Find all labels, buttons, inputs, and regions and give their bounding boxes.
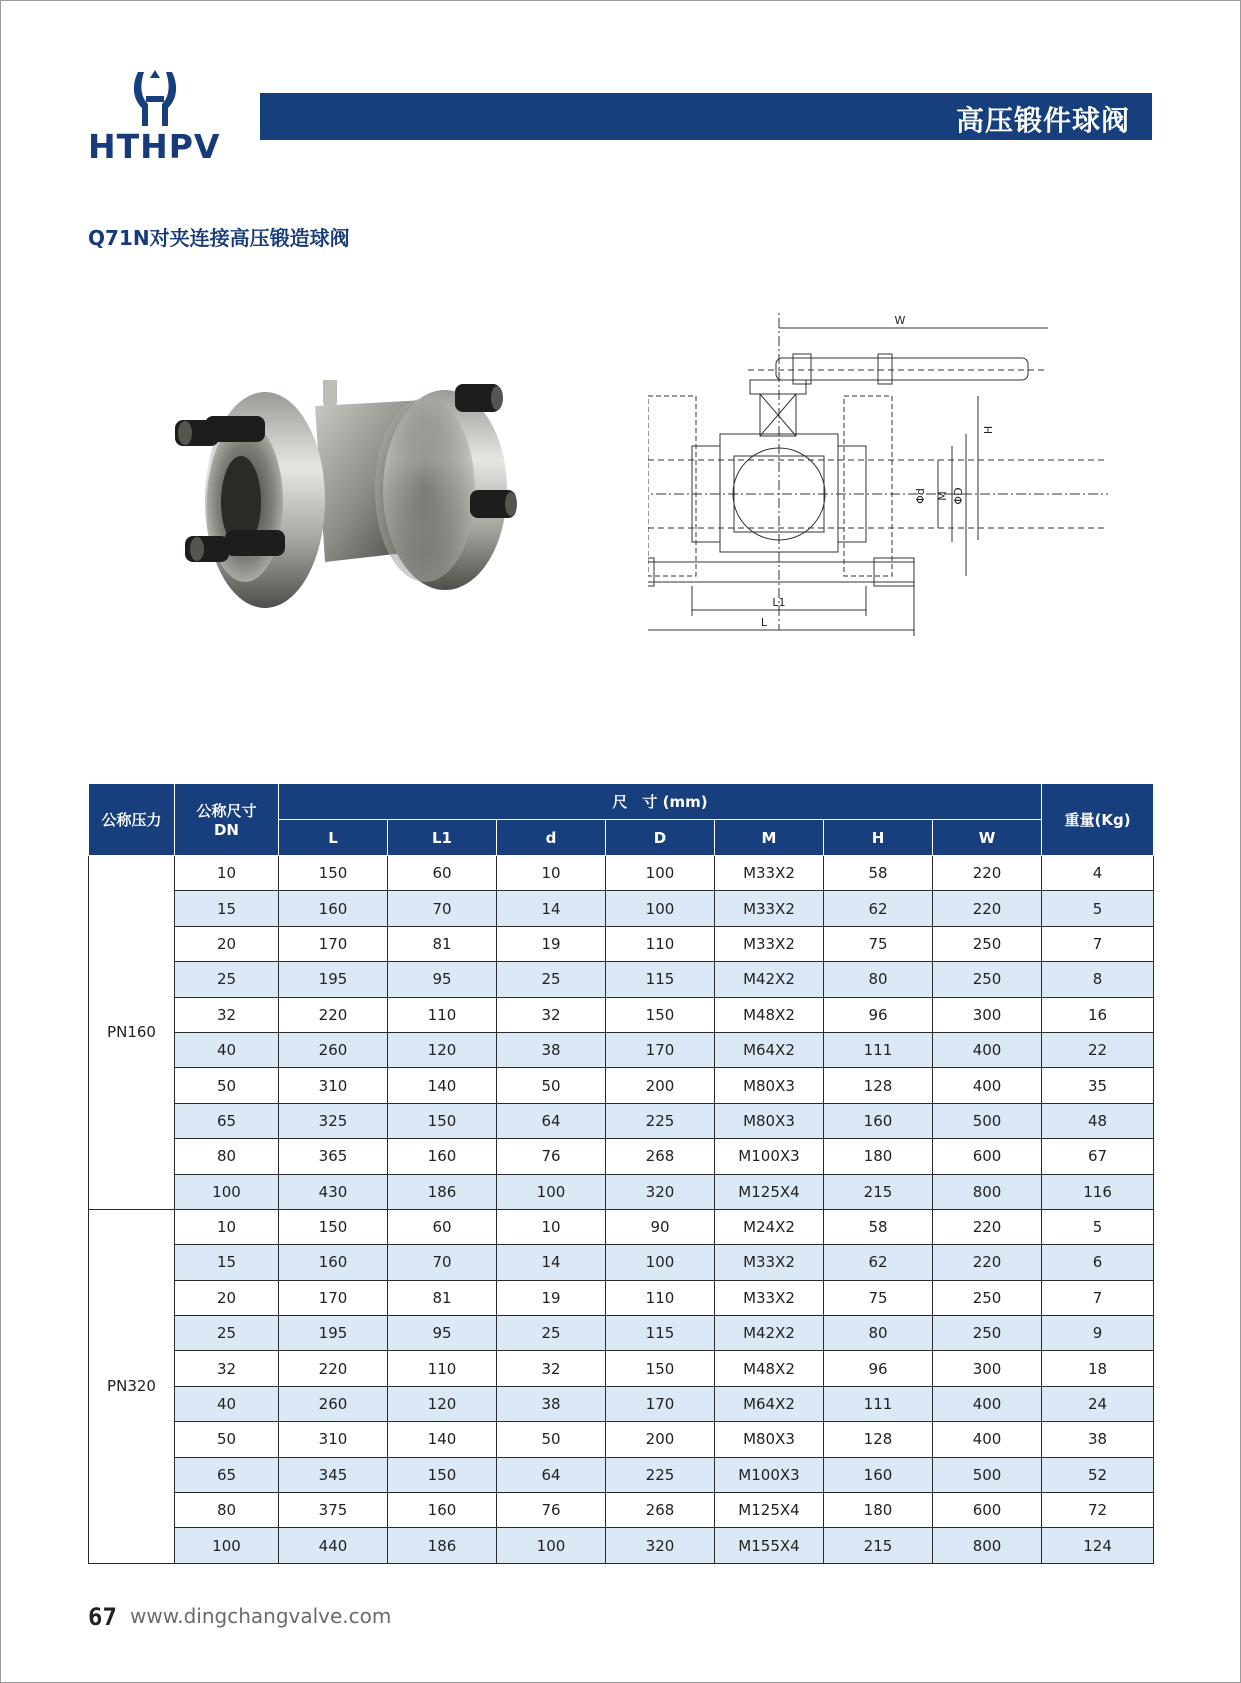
pressure-cell: PN320 (89, 1209, 175, 1563)
table-row (89, 1068, 1154, 1103)
cell-m: M155X4 (715, 1528, 824, 1563)
dim-label-m: M (936, 491, 949, 501)
cell-d: 100 (606, 891, 715, 926)
dim-label-w: W (894, 314, 906, 327)
cell-dn: 25 (175, 962, 279, 997)
cell-l: 440 (279, 1528, 388, 1563)
page-number: 67 (88, 1603, 117, 1631)
cell-d: 32 (497, 1351, 606, 1386)
cell-l: 325 (279, 1103, 388, 1138)
cell-h: 128 (824, 1422, 933, 1457)
cell-w: 220 (933, 1209, 1042, 1244)
cell-m: M42X2 (715, 962, 824, 997)
cell-l: 310 (279, 1068, 388, 1103)
table-row (89, 891, 1154, 926)
cell-h: 215 (824, 1528, 933, 1563)
cell-l1: 70 (388, 891, 497, 926)
cell-l: 160 (279, 1245, 388, 1280)
table-row (89, 1422, 1154, 1457)
header-size (175, 784, 279, 856)
website-url: www.dingchangvalve.com (130, 1604, 392, 1628)
cell-h: 80 (824, 962, 933, 997)
cell-w: 250 (933, 962, 1042, 997)
cell-d: 64 (497, 1103, 606, 1138)
cell-h: 75 (824, 1280, 933, 1315)
cell-dn: 100 (175, 1174, 279, 1209)
cell-w: 600 (933, 1139, 1042, 1174)
cell-d: 110 (606, 926, 715, 961)
header-dn-label: DN (213, 821, 239, 839)
cell-d: 25 (497, 962, 606, 997)
cell-dn: 10 (175, 856, 279, 891)
table-row (89, 962, 1154, 997)
header-d: d (497, 820, 606, 856)
cell-l1: 120 (388, 1032, 497, 1067)
cell-kg: 24 (1042, 1386, 1154, 1421)
cell-l: 160 (279, 891, 388, 926)
cell-l: 260 (279, 1032, 388, 1067)
cell-d: 115 (606, 1316, 715, 1351)
cell-l1: 160 (388, 1139, 497, 1174)
header-h: H (824, 820, 933, 856)
cell-dn: 50 (175, 1068, 279, 1103)
cell-m: M64X2 (715, 1386, 824, 1421)
header-w: W (933, 820, 1042, 856)
cell-w: 400 (933, 1422, 1042, 1457)
table-row (89, 1032, 1154, 1067)
cell-dn: 32 (175, 997, 279, 1032)
cell-dn: 15 (175, 891, 279, 926)
cell-l: 430 (279, 1174, 388, 1209)
cell-w: 400 (933, 1068, 1042, 1103)
cell-d: 32 (497, 997, 606, 1032)
cell-l: 150 (279, 1209, 388, 1244)
cell-d: 225 (606, 1457, 715, 1492)
cell-kg: 5 (1042, 891, 1154, 926)
cell-l1: 70 (388, 1245, 497, 1280)
cell-m: M24X2 (715, 1209, 824, 1244)
header-l1: L1 (388, 820, 497, 856)
cell-m: M33X2 (715, 1280, 824, 1315)
header-pressure: 公称压力 (89, 784, 175, 856)
cell-d: 320 (606, 1528, 715, 1563)
cell-d: 110 (606, 1280, 715, 1315)
cell-m: M100X3 (715, 1139, 824, 1174)
header-m: M (715, 820, 824, 856)
cell-d: 76 (497, 1139, 606, 1174)
cell-w: 250 (933, 1280, 1042, 1315)
cell-m: M80X3 (715, 1068, 824, 1103)
cell-w: 250 (933, 1316, 1042, 1351)
cell-dn: 25 (175, 1316, 279, 1351)
spec-table (88, 783, 1154, 1564)
cell-dn: 40 (175, 1032, 279, 1067)
cell-h: 111 (824, 1386, 933, 1421)
cell-l1: 110 (388, 997, 497, 1032)
cell-dn: 10 (175, 1209, 279, 1244)
cell-d: 19 (497, 1280, 606, 1315)
pressure-cell: PN160 (89, 856, 175, 1210)
cell-h: 215 (824, 1174, 933, 1209)
spec-table-body (89, 856, 1154, 1564)
header-dimensions: 尺 寸 (mm) (279, 784, 1042, 820)
cell-d: 19 (497, 926, 606, 961)
cell-d: 170 (606, 1386, 715, 1421)
header-size-label: 公称尺寸 (196, 802, 257, 820)
cell-h: 58 (824, 856, 933, 891)
cell-l: 170 (279, 926, 388, 961)
cell-w: 220 (933, 891, 1042, 926)
cell-w: 220 (933, 856, 1042, 891)
dim-label-outer-d: ΦD (952, 487, 965, 505)
cell-h: 62 (824, 891, 933, 926)
cell-m: M80X3 (715, 1422, 824, 1457)
cell-d: 150 (606, 997, 715, 1032)
cell-d: 100 (497, 1174, 606, 1209)
header-l: L (279, 820, 388, 856)
cell-l1: 95 (388, 1316, 497, 1351)
cell-kg: 35 (1042, 1068, 1154, 1103)
cell-d: 14 (497, 891, 606, 926)
cell-w: 600 (933, 1493, 1042, 1528)
cell-d: 200 (606, 1422, 715, 1457)
cell-m: M64X2 (715, 1032, 824, 1067)
table-row (89, 1316, 1154, 1351)
cell-m: M33X2 (715, 1245, 824, 1280)
cell-d: 268 (606, 1493, 715, 1528)
cell-m: M80X3 (715, 1103, 824, 1138)
dim-label-h: H (982, 425, 995, 435)
cell-kg: 67 (1042, 1139, 1154, 1174)
cell-d: 320 (606, 1174, 715, 1209)
cell-d: 14 (497, 1245, 606, 1280)
cell-d: 200 (606, 1068, 715, 1103)
table-row (89, 1351, 1154, 1386)
cell-kg: 72 (1042, 1493, 1154, 1528)
dim-label-l1: L1 (772, 596, 786, 609)
cell-w: 800 (933, 1174, 1042, 1209)
cell-h: 128 (824, 1068, 933, 1103)
cell-h: 75 (824, 926, 933, 961)
cell-w: 400 (933, 1386, 1042, 1421)
cell-d: 50 (497, 1068, 606, 1103)
header-outer-d: D (606, 820, 715, 856)
cell-kg: 5 (1042, 1209, 1154, 1244)
cell-dn: 32 (175, 1351, 279, 1386)
cell-m: M125X4 (715, 1493, 824, 1528)
cell-kg: 16 (1042, 997, 1154, 1032)
table-row (89, 1209, 1154, 1244)
cell-w: 220 (933, 1245, 1042, 1280)
cell-d: 100 (497, 1528, 606, 1563)
cell-kg: 6 (1042, 1245, 1154, 1280)
dim-label-d: Φd (914, 488, 927, 504)
cell-d: 50 (497, 1422, 606, 1457)
banner-title: 高压锻件球阀 (955, 104, 1130, 137)
cell-l: 375 (279, 1493, 388, 1528)
cell-kg: 124 (1042, 1528, 1154, 1563)
cell-kg: 7 (1042, 926, 1154, 961)
cell-h: 96 (824, 997, 933, 1032)
cell-l: 260 (279, 1386, 388, 1421)
cell-d: 76 (497, 1493, 606, 1528)
cell-w: 250 (933, 926, 1042, 961)
cell-dn: 65 (175, 1457, 279, 1492)
cell-dn: 80 (175, 1493, 279, 1528)
cell-d: 38 (497, 1386, 606, 1421)
cell-l1: 81 (388, 1280, 497, 1315)
header-weight: 重量(Kg) (1042, 784, 1154, 856)
cell-kg: 48 (1042, 1103, 1154, 1138)
cell-kg: 9 (1042, 1316, 1154, 1351)
cell-kg: 52 (1042, 1457, 1154, 1492)
cell-l: 365 (279, 1139, 388, 1174)
table-row (89, 1280, 1154, 1315)
cell-d: 38 (497, 1032, 606, 1067)
dim-label-l: L (760, 616, 768, 629)
cell-dn: 20 (175, 1280, 279, 1315)
cell-w: 300 (933, 997, 1042, 1032)
cell-kg: 116 (1042, 1174, 1154, 1209)
table-row (89, 1139, 1154, 1174)
cell-h: 80 (824, 1316, 933, 1351)
cell-kg: 7 (1042, 1280, 1154, 1315)
cell-w: 500 (933, 1457, 1042, 1492)
cell-h: 160 (824, 1103, 933, 1138)
cell-d: 100 (606, 1245, 715, 1280)
cell-m: M125X4 (715, 1174, 824, 1209)
table-row (89, 1103, 1154, 1138)
brand-logo (88, 68, 228, 164)
cell-l: 170 (279, 1280, 388, 1315)
cell-w: 300 (933, 1351, 1042, 1386)
cell-kg: 38 (1042, 1422, 1154, 1457)
cell-d: 64 (497, 1457, 606, 1492)
table-row (89, 1386, 1154, 1421)
cell-l1: 140 (388, 1422, 497, 1457)
cell-w: 800 (933, 1528, 1042, 1563)
cell-kg: 8 (1042, 962, 1154, 997)
cell-kg: 18 (1042, 1351, 1154, 1386)
cell-l1: 120 (388, 1386, 497, 1421)
table-row (89, 856, 1154, 891)
logo-text: HTHPV (88, 127, 221, 166)
cell-l1: 81 (388, 926, 497, 961)
cell-l1: 95 (388, 962, 497, 997)
cell-m: M48X2 (715, 1351, 824, 1386)
cell-l: 150 (279, 856, 388, 891)
cell-l1: 140 (388, 1068, 497, 1103)
cell-w: 500 (933, 1103, 1042, 1138)
table-row (89, 1174, 1154, 1209)
cell-l1: 60 (388, 1209, 497, 1244)
cell-w: 400 (933, 1032, 1042, 1067)
cell-h: 180 (824, 1139, 933, 1174)
cell-dn: 15 (175, 1245, 279, 1280)
cell-h: 58 (824, 1209, 933, 1244)
cell-d: 150 (606, 1351, 715, 1386)
table-row (89, 997, 1154, 1032)
cell-dn: 50 (175, 1422, 279, 1457)
cell-dn: 65 (175, 1103, 279, 1138)
product-title: Q71N对夹连接高压锻造球阀 (88, 226, 350, 250)
cell-d: 268 (606, 1139, 715, 1174)
cell-l1: 150 (388, 1103, 497, 1138)
cell-kg: 22 (1042, 1032, 1154, 1067)
cell-h: 180 (824, 1493, 933, 1528)
table-row (89, 1528, 1154, 1563)
cell-d: 100 (606, 856, 715, 891)
cell-dn: 100 (175, 1528, 279, 1563)
cell-l1: 160 (388, 1493, 497, 1528)
cell-h: 160 (824, 1457, 933, 1492)
cell-l1: 60 (388, 856, 497, 891)
cell-l: 220 (279, 997, 388, 1032)
table-row (89, 1493, 1154, 1528)
cell-l: 195 (279, 1316, 388, 1351)
cell-d: 25 (497, 1316, 606, 1351)
cell-m: M42X2 (715, 1316, 824, 1351)
cell-d: 115 (606, 962, 715, 997)
cell-l1: 110 (388, 1351, 497, 1386)
cell-d: 10 (497, 856, 606, 891)
table-row (89, 1457, 1154, 1492)
technical-drawing (648, 310, 1108, 690)
product-photo (175, 380, 565, 640)
cell-d: 170 (606, 1032, 715, 1067)
table-row (89, 1245, 1154, 1280)
cell-d: 225 (606, 1103, 715, 1138)
cell-h: 62 (824, 1245, 933, 1280)
header-banner (260, 93, 1152, 140)
cell-m: M100X3 (715, 1457, 824, 1492)
cell-kg: 4 (1042, 856, 1154, 891)
table-row (89, 926, 1154, 961)
logo-mark-icon (128, 68, 182, 130)
cell-h: 96 (824, 1351, 933, 1386)
cell-m: M33X2 (715, 891, 824, 926)
cell-dn: 80 (175, 1139, 279, 1174)
cell-m: M48X2 (715, 997, 824, 1032)
cell-l: 345 (279, 1457, 388, 1492)
cell-dn: 40 (175, 1386, 279, 1421)
cell-l: 220 (279, 1351, 388, 1386)
cell-dn: 20 (175, 926, 279, 961)
cell-l: 310 (279, 1422, 388, 1457)
cell-l1: 186 (388, 1528, 497, 1563)
cell-l1: 186 (388, 1174, 497, 1209)
cell-l1: 150 (388, 1457, 497, 1492)
cell-m: M33X2 (715, 856, 824, 891)
cell-m: M33X2 (715, 926, 824, 961)
cell-d: 10 (497, 1209, 606, 1244)
cell-h: 111 (824, 1032, 933, 1067)
cell-d: 90 (606, 1209, 715, 1244)
cell-l: 195 (279, 962, 388, 997)
